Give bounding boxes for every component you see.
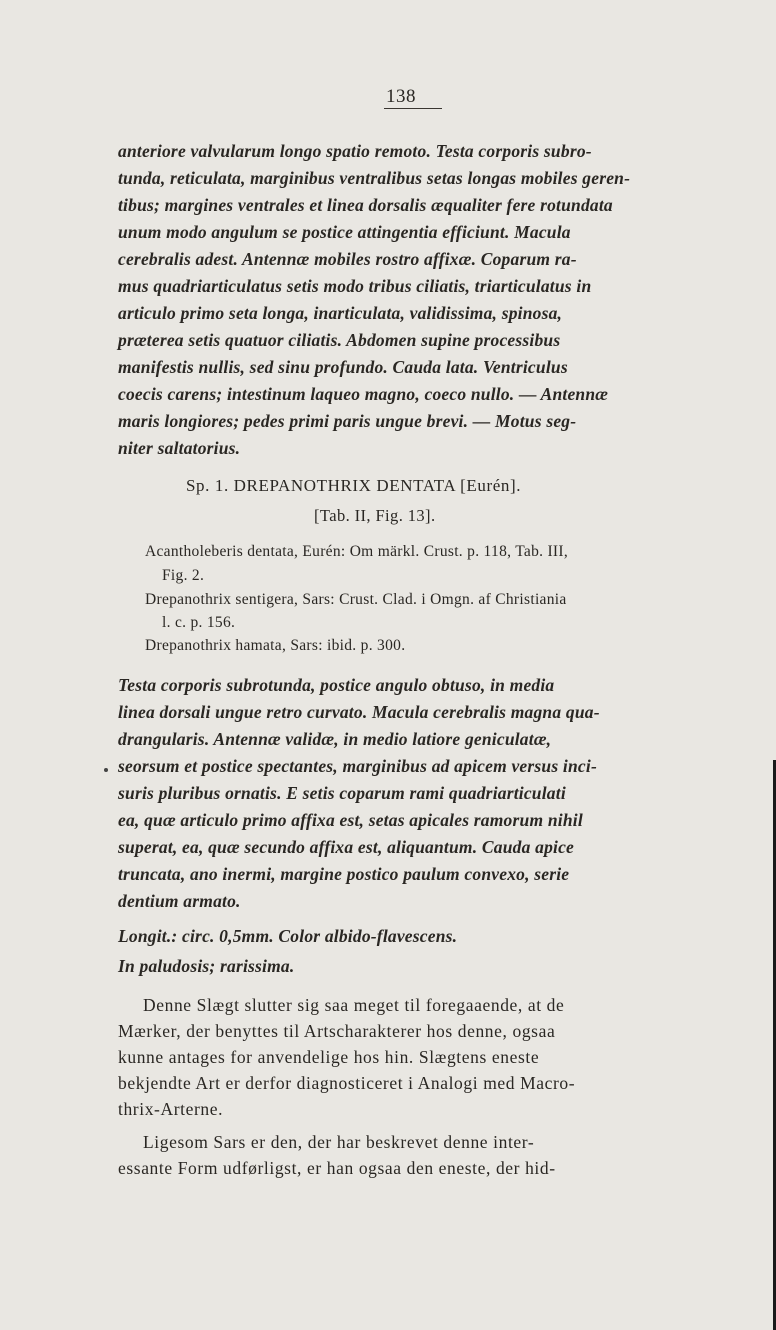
synonym-line: Fig. 2. xyxy=(162,567,205,584)
habitat-line: In paludosis; rarissima. xyxy=(118,956,295,976)
text-line: dentium armato. xyxy=(118,891,241,911)
text-line: linea dorsali ungue retro curvato. Macula cerebralis magna qua- xyxy=(118,702,600,722)
text-line: bekjendte Art er derfor diagnosticeret i Analogi med Macro- xyxy=(118,1073,576,1093)
text-line: anteriore valvularum longo spatio remoto. Testa corporis subro- xyxy=(118,141,592,161)
text-line: tunda, reticulata, marginibus ventralibus setas longas mobiles geren- xyxy=(118,168,631,188)
text-line: superat, ea, quæ secundo affixa est, aliquantum. Cauda apice xyxy=(118,837,575,857)
synonym-line: Drepanothrix hamata, Sars: ibid. p. 300. xyxy=(145,637,406,654)
text-line: seorsum et postice spectantes, marginibus ad apicem versus inci- xyxy=(118,756,597,776)
text-line: maris longiores; pedes primi paris ungue brevi. — Motus seg- xyxy=(118,411,577,431)
text-line: drangularis. Antennæ validæ, in medio latiore geniculatæ, xyxy=(118,729,552,749)
synonym-line: Drepanothrix sentigera, Sars: Crust. Clad. i Omgn. af Christiania xyxy=(145,591,567,608)
text-line: tibus; margines ventrales et linea dorsalis æqualiter fere rotundata xyxy=(118,195,613,215)
page-number: 138 xyxy=(386,86,416,107)
text-line: thrix-Arterne. xyxy=(118,1099,224,1119)
text-line: manifestis nullis, sed sinu profundo. Cauda lata. Ventriculus xyxy=(118,357,568,377)
text-line: cerebralis adest. Antennæ mobiles rostro affixæ. Coparum ra- xyxy=(118,249,577,269)
text-line: Mærker, der benyttes til Artscharakterer hos denne, ogsaa xyxy=(118,1021,556,1041)
text-line: coecis carens; intestinum laqueo magno, coeco nullo. — Antennæ xyxy=(118,384,609,404)
page-number-rule xyxy=(384,108,442,109)
text-line: kunne antages for anvendelige hos hin. Slægtens eneste xyxy=(118,1047,540,1067)
species-heading: Sp. 1. DREPANOTHRIX DENTATA [Eurén]. xyxy=(186,476,522,495)
text-line: ea, quæ articulo primo affixa est, setas apicales ramorum nihil xyxy=(118,810,583,830)
text-line: suris pluribus ornatis. E setis coparum rami quadriarticulati xyxy=(118,783,566,803)
text-line: Denne Slægt slutter sig saa meget til foregaaende, at de xyxy=(143,995,565,1015)
text-line: essante Form udførligst, er han ogsaa den eneste, der hid- xyxy=(118,1158,556,1178)
text-line: Ligesom Sars er den, der har beskrevet denne inter- xyxy=(143,1132,535,1152)
text-line: mus quadriarticulatus setis modo tribus ciliatis, triarticulatus in xyxy=(118,276,592,296)
measurement-line: Longit.: circ. 0,5mm. Color albido-flavescens. xyxy=(118,926,458,946)
synonym-line: Acantholeberis dentata, Eurén: Om märkl. Crust. p. 118, Tab. III, xyxy=(145,543,569,560)
species-figure-reference: [Tab. II, Fig. 13]. xyxy=(314,506,436,525)
text-line: unum modo angulum se postice attingentia efficiunt. Macula xyxy=(118,222,571,242)
text-line: præterea setis quatuor ciliatis. Abdomen supine processibus xyxy=(118,330,561,350)
text-line: truncata, ano inermi, margine postico paulum convexo, serie xyxy=(118,864,570,884)
synonym-line: l. c. p. 156. xyxy=(162,614,236,631)
text-line: Testa corporis subrotunda, postice angulo obtuso, in media xyxy=(118,675,555,695)
text-line: niter saltatorius. xyxy=(118,438,241,458)
text-line: articulo primo seta longa, inarticulata, validissima, spinosa, xyxy=(118,303,563,323)
margin-mark xyxy=(104,768,108,772)
